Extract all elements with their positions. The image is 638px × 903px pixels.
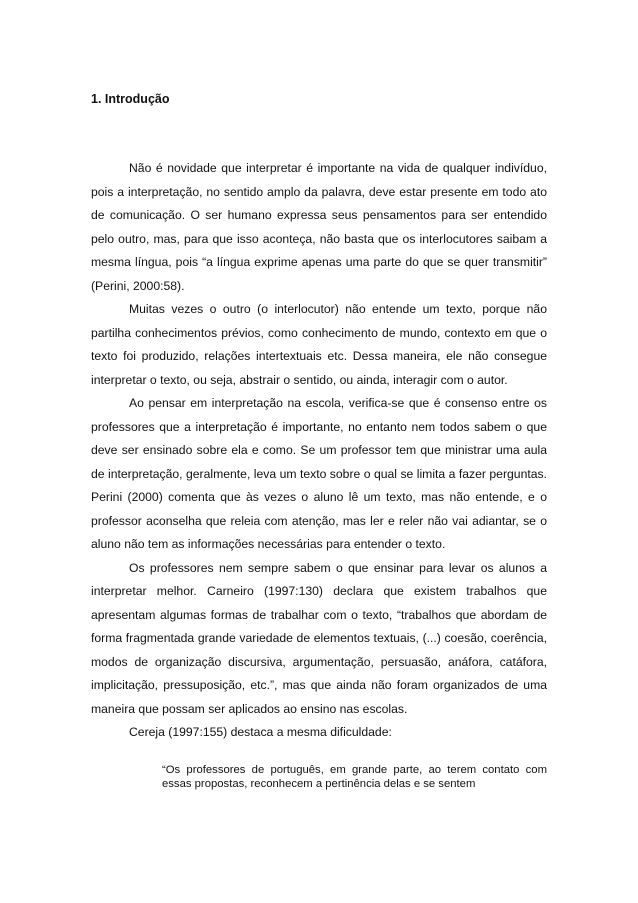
paragraph: Cereja (1997:155) destaca a mesma dificuldade: bbox=[129, 725, 392, 739]
body-text bbox=[91, 157, 547, 745]
section-heading: 1. Introdução bbox=[91, 92, 170, 106]
paragraph: Ao pensar em interpretação na escola, verifica-se que é consenso entre os professores que a interpretação é importante, no entanto nem todos sabem o que deve ser ensinado sobre ela e como. Se um professor tem que ministrar uma aula de interpretação, geralmente, leva um texto sobre o qual se limita a fazer perguntas. Perini (2000) comenta que às vezes o aluno lê um texto, mas não entende, e o professor aconselha que releia com atenção, mas ler e reler não vai adiantar, se o aluno não tem as informações necessárias para entender o texto. bbox=[91, 396, 547, 551]
paragraph: Não é novidade que interpretar é importante na vida de qualquer indivíduo, pois a interpretação, no sentido amplo da palavra, deve estar presente em todo ato de comunicação. O ser humano expressa seus pensamentos para ser entendido pelo outro, mas, para que isso aconteça, não basta que os interlocutores saibam a mesma língua, pois “a língua exprime apenas uma parte do que se quer transmitir” (Perini, 2000:58). bbox=[91, 161, 547, 293]
block-quote: “Os professores de português, em grande parte, ao terem contato com essas propostas, reconhecem a pertinência delas e se sentem bbox=[162, 764, 547, 790]
paragraph: Muitas vezes o outro (o interlocutor) não entende um texto, porque não partilha conhecimentos prévios, como conhecimento de mundo, contexto em que o texto foi produzido, relações intertextuais etc. Dessa maneira, ele não consegue interpretar o texto, ou seja, abstrair o sentido, ou ainda, interagir com o autor. bbox=[91, 302, 547, 387]
paragraph: Os professores nem sempre sabem o que ensinar para levar os alunos a interpretar melhor. Carneiro (1997:130) declara que existem trabalhos que apresentam algumas formas de trabalhar com o texto, “trabalhos que abordam de forma fragmentada grande variedade de elementos textuais, (...) coesão, coerência, modos de organização discursiva, argumentação, persuasão, anáfora, catáfora, implicitação, pressuposição, etc.”, mas que ainda não foram organizados de uma maneira que possam ser aplicados ao ensino nas escolas. bbox=[91, 560, 547, 716]
